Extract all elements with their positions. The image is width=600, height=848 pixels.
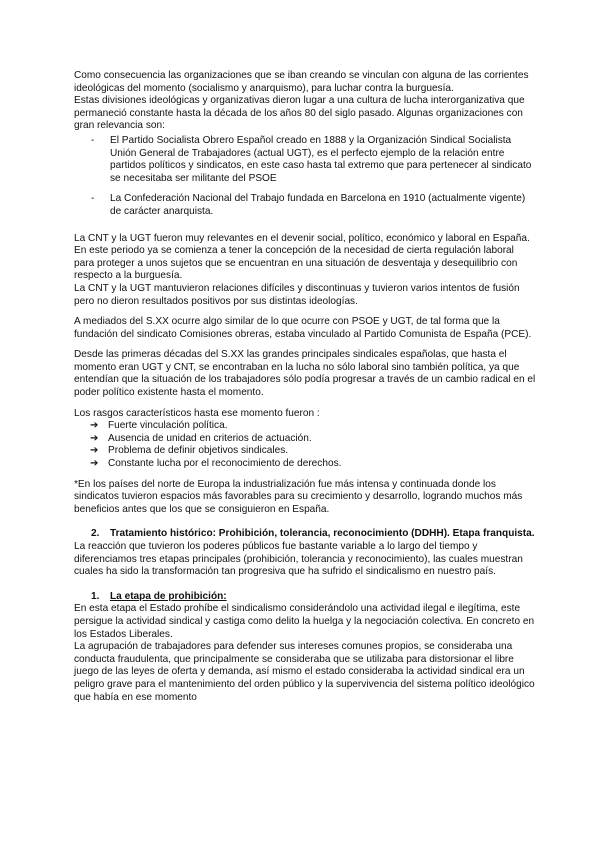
arrow-bullet-icon: ➔ [90,458,99,470]
subsection-title: La etapa de prohibición: [110,590,227,602]
paragraph-prohibition-1: En esta etapa el Estado prohíbe el sindicalismo considerándolo una actividad ilegal e ilegítima, este persigue la actividad sindical y castiga como delito la huelga y la negociación colectiva. En concreto en los Estados Liberales. [74,603,535,640]
paragraph-relations: La CNT y la UGT mantuvieron relaciones difíciles y discontinuas y tuvieron varios intentos de fusión pero no dieron resultados positivos por sus distintas ideologías. [74,282,520,307]
list-item [74,135,536,185]
list-item-text: Problema de definir objetivos sindicales. [108,445,289,457]
list-item [74,433,536,446]
paragraph-europe-note: *En los países del norte de Europa la industrialización fue más intensa y continuada donde los sindicatos tuvieron espacios más favorables para su crecimiento y desarrollo, logrando muchos más beneficios antes que los que se consiguieron en España. [74,478,523,515]
paragraph-cnt-ugt: La CNT y la UGT fueron muy relevantes en el devenir social, político, económico y laboral en España. [74,232,530,244]
list-item-text: El Partido Socialista Obrero Español creado en 1888 y la Organización Sindical Socialista Unión General de Trabajadores (actual UGT), es el perfecto ejemplo de la relación entre partidos políticos y sindicatos, en este caso hasta tal extremo que para pertenecer al sindicato se necesitaba ser militante del PSOE [110,134,532,184]
organizations-list [74,135,536,219]
list-item [74,445,536,458]
paragraph-traits-intro: Los rasgos característicos hasta ese momento fueron : [74,407,320,419]
paragraph-prohibition-2: La agrupación de trabajadores para defender sus intereses comunes propios, se consideraba una conducta fraudulenta, que principalmente se consideraba que se utilizaba para distorsionar el libre juego de las leyes de oferta y demanda, así mismo el estado consideraba la actividad sindical era un peligro grave para el mantenimiento del orden público y la supervivencia del sistema político ideológico que había en ese momento [74,641,535,703]
traits-list [74,420,536,470]
arrow-bullet-icon: ➔ [90,432,99,444]
list-item-text: Ausencia de unidad en criterios de actuación. [108,432,312,444]
paragraph-intro-2: Estas divisiones ideológicas y organizativas dieron lugar a una cultura de lucha interorganizativa que permaneció constante hasta la década de los años 80 del siglo pasado. Algunas organizaciones con gran relevancia son: [74,95,525,132]
dash-bullet: - [91,134,95,146]
dash-bullet: - [91,193,95,205]
arrow-bullet-icon: ➔ [90,420,99,432]
list-item-text: La Confederación Nacional del Trabajo fundada en Barcelona en 1910 (actualmente vigente) de carácter anarquista. [110,193,526,217]
subsection-heading [74,591,536,604]
paragraph-regulation: En este periodo ya se comienza a tener la concepción de la necesidad de cierta regulación laboral para proteger a unos sujetos que se encuentran en una situación de desventaja y desequilibrio con respecto a la burguesía. [74,245,518,282]
section-number: 2. [91,528,100,540]
section-title: Tratamiento histórico: Prohibición, tolerancia, reconocimiento (DDHH). Etapa franquista. [110,528,535,540]
list-item [74,193,536,218]
subsection-number: 1. [91,590,100,602]
paragraph-section-intro: La reacción que tuvieron los poderes públicos fue bastante variable a lo largo del tiempo y diferenciamos tres etapas principales (prohibición, tolerancia y reconocimiento), las cuales muestran cuales ha sido la transformación tan progresiva que ha sufrido el sindicalismo en nuestro país. [74,541,523,578]
page-content [74,70,536,704]
list-item [74,420,536,433]
list-item [74,458,536,471]
list-item-text: Fuerte vinculación política. [108,420,228,432]
list-item-text: Constante lucha por el reconocimiento de derechos. [108,458,342,470]
paragraph-early-20th: Desde las primeras décadas del S.XX las grandes principales sindicales españolas, que hasta el momento eran UGT y CNT, se encontraban en la lucha no sólo laboral sino también política, ya que entendían que la situación de los trabajadores sólo podía progresar a través de un cambio radical en el poder político existente hasta el momento. [74,349,536,399]
paragraph-ccoo: A mediados del S.XX ocurre algo similar de lo que ocurre con PSOE y UGT, de tal forma que la fundación del sindicato Comisiones obreras, estaba vinculado al Partido Comunista de España (PCE). [74,316,532,340]
paragraph-intro-1: Como consecuencia las organizaciones que se iban creando se vinculan con alguna de las corrientes ideológicas del momento (socialismo y anarquismo), para luchar contra la burguesía. [74,70,529,94]
arrow-bullet-icon: ➔ [90,445,99,457]
section-heading [74,528,536,541]
